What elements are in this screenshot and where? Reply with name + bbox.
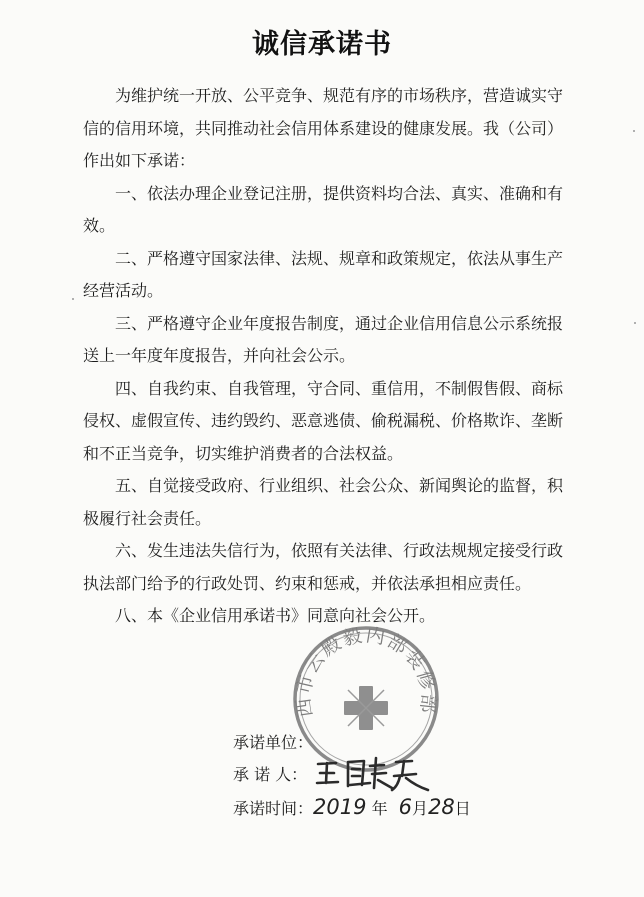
month-unit: 月: [412, 799, 429, 818]
signing-day: 28: [428, 795, 455, 819]
handwritten-signature: [312, 752, 432, 794]
seal-text: 西市云殿毅内部装修部: [292, 624, 440, 719]
scan-speck: [72, 298, 74, 300]
scan-speck: [634, 322, 636, 324]
paragraph-item-3: 三、严格遵守企业年度报告制度，通过企业信用信息公示系统报送上一年度年度报告，并向社会公示。: [83, 313, 564, 365]
paragraph-intro: 为维护统一开放、公平竞争、规范有序的市场秩序，营造诚实守信的信用环境，共同推动社会信用体系建设的健康发展。我（公司）作出如下承诺：: [83, 86, 564, 170]
document-body: [83, 80, 563, 633]
signing-year: 2019: [313, 795, 367, 819]
year-unit: 年: [371, 799, 388, 818]
paragraph-item-8: 八、本《企业信用承诺书》同意向社会公开。: [115, 606, 436, 625]
paragraph-item-5: 五、自觉接受政府、行业组织、社会公众、新闻舆论的监督，积极履行社会责任。: [83, 476, 564, 528]
paragraph-item-1: 一、依法办理企业登记注册，提供资料均合法、真实、准确和有效。: [83, 183, 564, 235]
scan-speck: [633, 130, 635, 132]
paragraph-item-2: 二、严格遵守国家法律、法规、规章和政策规定，依法从事生产经营活动。: [83, 248, 564, 300]
signer-label: 承 诺 人：: [233, 765, 308, 784]
signing-time-label: 承诺时间：: [233, 799, 314, 818]
signing-unit-line: [233, 733, 313, 753]
signing-date-line: [233, 797, 471, 819]
document-title: 诚信承诺书: [252, 29, 392, 60]
signing-unit-label: 承诺单位：: [233, 733, 314, 752]
day-unit: 日: [454, 799, 471, 818]
signing-month: 6: [398, 795, 413, 819]
paragraph-item-6: 六、发生违法失信行为，依照有关法律、行政法规规定接受行政执法部门给予的行政处罚、约束和惩戒，并依法承担相应责任。: [83, 541, 564, 593]
paragraph-item-4: 四、自我约束、自我管理，守合同、重信用，不制假售假、商标侵权、虚假宣传、违约毁约、恶意逃债、偷税漏税、价格欺诈、垄断和不正当竞争，切实维护消费者的合法权益。: [83, 378, 564, 463]
signer-line: [233, 765, 307, 785]
